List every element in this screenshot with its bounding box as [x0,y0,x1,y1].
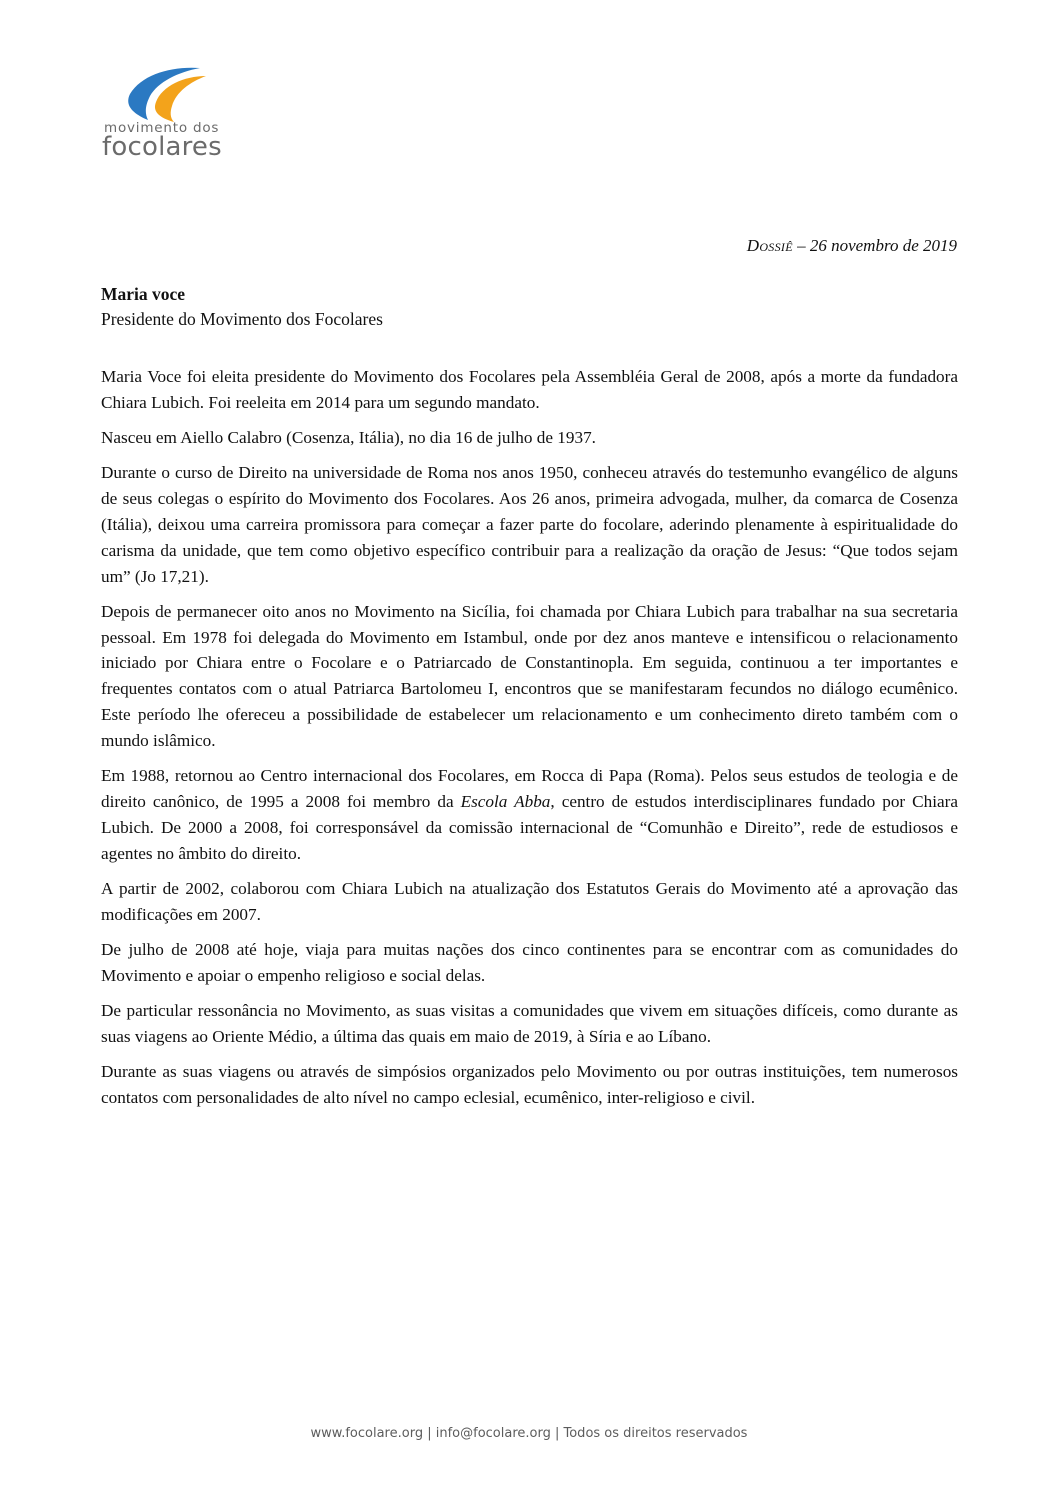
logo-text-top: movimento dos [104,120,220,136]
footer-email-link[interactable]: info@focolare.org [435,1426,551,1441]
paragraph-election: Maria Voce foi eleita presidente do Movimento dos Focolares pela Assembléia Geral de 2008, após a morte da fundadora Chiara Lubich. Foi reeleita em 2014 para um segundo mandato. [101,367,958,412]
page-footer [0,1426,1058,1441]
footer-rights: Todos os direitos reservados [563,1426,748,1441]
paragraph-statutes: A partir de 2002, colaborou com Chiara Lubich na atualização dos Estatutos Gerais do Movimento até a aprovação das modificações em 2007. [101,878,958,924]
logo-text-main: focolares [102,132,222,162]
paragraph-istanbul: Depois de permanecer oito anos no Movimento na Sicília, foi chamada por Chiara Lubich para trabalhar na sua secretaria pessoal. Em 1978 foi delegada do Movimento em Istambul, onde por dez anos manteve e intensificou o relacionamento iniciado por Chiara entre o Focolare e o Patriarcado de Constantinopla. Em seguida, continuou a ter importantes e frequentes contatos com o atual Patriarca Bartolomeu I, encontros que se manifestaram fecundos no diálogo ecumênico. Este período lhe ofereceu a possibilidade de estabelecer um relacionamento e um conhecimento direto também com o mundo islâmico. [101,601,958,750]
person-role: Presidente do Movimento dos Focolares [101,309,383,329]
dateline-date: 26 novembro de 2019 [809,236,957,255]
dateline [747,236,957,256]
logo-swoosh-icon [128,66,228,122]
paragraph-contacts: Durante as suas viagens ou através de simpósios organizados pelo Movimento ou por outras instituições, tem numerosos contatos com personalidades de alto nível no campo eclesial, ecumênico, inter-religioso e civil. [101,1062,958,1107]
dateline-label: Dossiê [746,236,793,255]
paragraph-text: Em 1988, retornou ao Centro internacional dos Focolares, em Rocca di Papa (Roma). Pelos seus estudos de teologia e de direito canônico, de 1995 a 2008 foi membro da [101,766,958,811]
document-body [101,364,958,1120]
paragraph-law-studies: Durante o curso de Direito na universidade de Roma nos anos 1950, conheceu através do testemunho evangélico de alguns de seus colegas o espírito do Movimento dos Focolares. Aos 26 anos, primeira advogada, mulher, da comarca de Cosenza (Itália), deixou uma carreira promissora para começar a fazer parte do focolare, aderindo plenamente à espiritualidade do carisma da unidade, que tem como objetivo específico contribuir para a realização da oração de Jesus: “Que todos sejam um” (Jo 17,21). [101,463,958,586]
dateline-separator: – [792,236,810,255]
paragraph-rocca-di-papa [101,763,958,866]
paragraph-text: , centro de estudos interdisciplinares fundado por Chiara Lubich. De 2000 a 2008, foi corresponsável da comissão internacional de “Comunhão e Direito”, rede de estudiosos e agentes no âmbito do direito. [101,791,958,863]
logo-orange-swoosh [155,76,206,122]
paragraph-travels: De julho de 2008 até hoje, viaja para muitas nações dos cinco continentes para se encontrar com as comunidades do Movimento e apoiar o empenho religioso e social delas. [101,939,958,985]
paragraph-middle-east: De particular ressonância no Movimento, as suas visitas a comunidades que vivem em situações difíceis, como durante as suas viagens ao Oriente Médio, a última das quais em maio de 2019, à Síria e ao Líbano. [101,1001,958,1046]
footer-separator: | [550,1426,564,1441]
focolares-logo [98,62,258,172]
person-name: Maria voce [101,284,186,304]
school-name: Escola Abba [460,791,551,811]
paragraph-birth: Nasceu em Aiello Calabro (Cosenza, Itália), no dia 16 de julho de 1937. [101,428,596,448]
footer-website-link[interactable]: www.focolare.org [310,1426,424,1441]
footer-separator: | [423,1426,436,1441]
document-heading [101,282,958,332]
